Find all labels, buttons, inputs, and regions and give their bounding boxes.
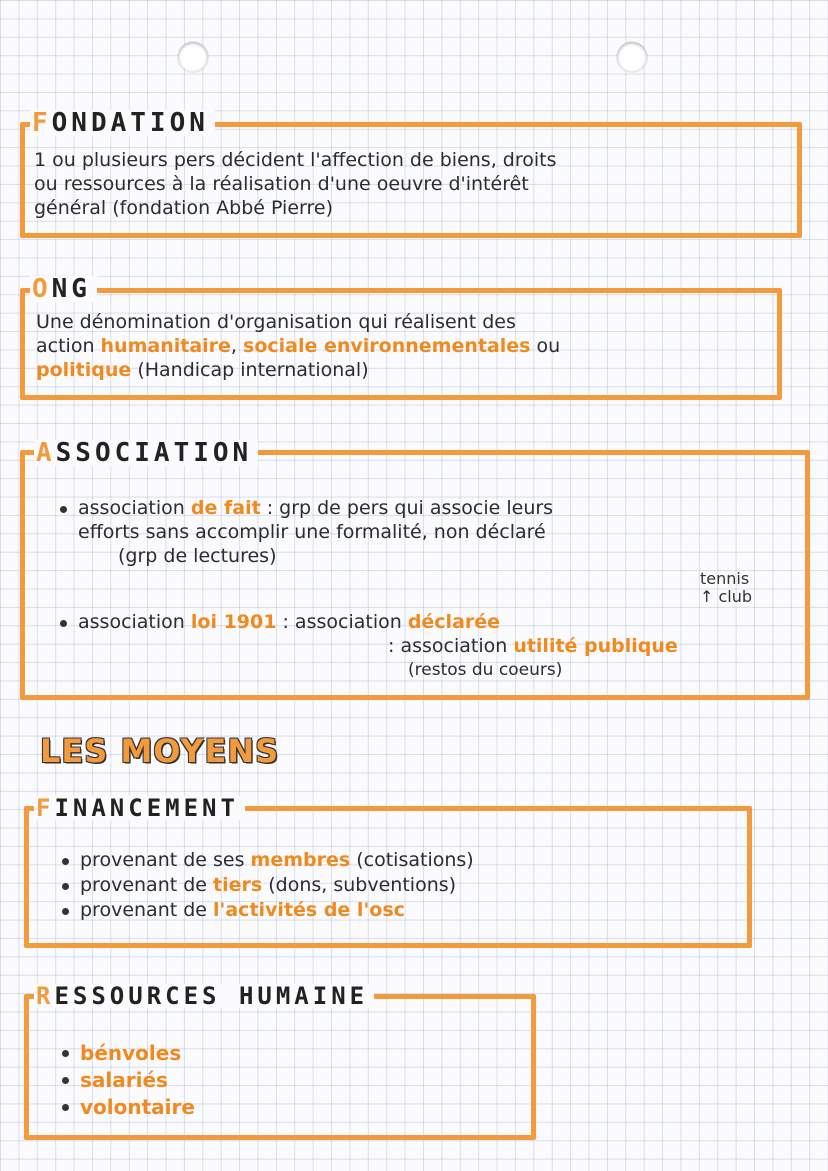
list-item: provenant de l'activités de l'osc xyxy=(60,898,740,923)
list-item: provenant de ses membres (cotisations) xyxy=(60,848,740,873)
financement-title: FINANCEMENT xyxy=(34,796,245,820)
list-item: salariés xyxy=(60,1067,460,1094)
ressources-title: RESSOURCES HUMAINE xyxy=(34,984,374,1008)
moyens-heading: LES MOYENS xyxy=(40,732,280,770)
association-note: tennis ↑ club xyxy=(700,569,753,606)
association-text xyxy=(58,496,798,568)
binder-hole-left xyxy=(178,42,208,72)
fondation-title: FONDATION xyxy=(30,110,215,136)
ong-text: Une dénomination d'organisation qui réalisent des action humanitaire, sociale environnementales ou politique (Handicap international) xyxy=(36,311,561,381)
fondation-text: 1 ou plusieurs pers décident l'affection de biens, droits ou ressources à la réalisation d'une oeuvre d'intérêt général (fondation Abbé Pierre) xyxy=(34,149,557,219)
ressources-list xyxy=(60,1040,460,1121)
list-item: bénvoles xyxy=(60,1040,460,1067)
financement-list xyxy=(60,848,740,923)
binder-hole-right xyxy=(617,42,647,72)
list-item: provenant de tiers (dons, subventions) xyxy=(60,873,740,898)
association-loi-item: association loi 1901 : association déclarée xyxy=(58,610,798,634)
ong-title: ONG xyxy=(30,276,97,302)
association-title: ASSOCIATION xyxy=(34,440,258,466)
association-de-fait-item: association de fait : grp de pers qui associe leurs efforts sans accomplir une formalité, non déclaré (grp de lectures) xyxy=(58,496,798,568)
association-loi-text: association loi 1901 : association déclarée : association utilité publique (restos du coeurs) xyxy=(58,610,798,682)
list-item: volontaire xyxy=(60,1094,460,1121)
